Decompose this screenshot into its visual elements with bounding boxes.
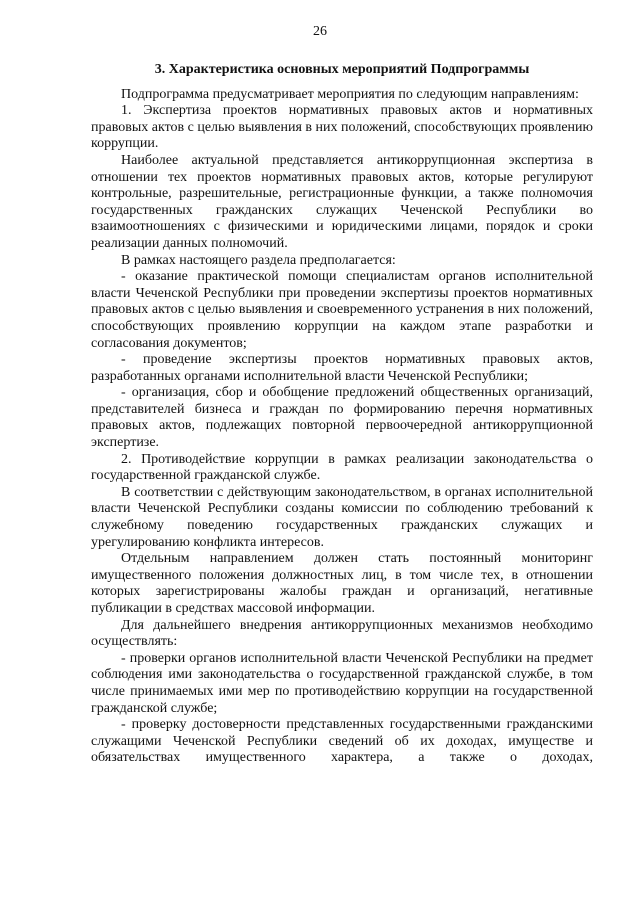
page-number: 26 [313,24,327,39]
paragraph: 2. Противодействие коррупции в рамках реализации законодательства о государственной гражданской службе. [91,451,593,484]
paragraph: В рамках настоящего раздела предполагается: [121,252,396,268]
page-content [91,62,593,767]
paragraph: Для дальнейшего внедрения антикоррупционных механизмов необходимо осуществлять: [91,617,593,650]
paragraph: 1. Экспертиза проектов нормативных правовых актов и нормативных правовых актов с целью выявления в них положений, способствующих проявлению коррупции. [91,103,593,152]
paragraph: В соответствии с действующим законодательством, в органах исполнительной власти Чеченской Республики созданы комиссии по соблюдению требований к служебному поведению государственных гражданских служащих и урегулированию конфликта интересов. [91,484,593,550]
paragraph: Отдельным направлением должен стать постоянный мониторинг имущественного положения должностных лиц, в том числе тех, в отношении которых зарегистрированы жалобы граждан и организаций, негативные публикации в средствах массовой информации. [91,551,593,616]
section-heading: 3. Характеристика основных мероприятий Подпрограммы [154,62,530,77]
list-item: - проведение экспертизы проектов нормативных правовых актов, разработанных органами исполнительной власти Чеченской Республики; [91,352,593,384]
list-item: - оказание практической помощи специалистам органов исполнительной власти Чеченской Республики при проведении экспертизы проектов нормативных правовых актов с целью выявления и своевременного устранения в них положений, способствующих проявлению коррупции на каждом этапе разработки и согласования документов; [91,269,593,351]
paragraph: Подпрограмма предусматривает мероприятия по следующим направлениям: [121,86,579,102]
list-item: - проверки органов исполнительной власти Чеченской Республики на предмет соблюдения ими законодательства о государственной гражданской службе, в том числе принимаемых ими мер по противодействию коррупции на государственной гражданской службе; [91,650,593,716]
list-item: - проверку достоверности представленных государственными гражданскими служащими Чеченской Республики сведений об их доходах, имуществе и обязательствах имущественного характера, а также о доходах, [91,717,593,766]
paragraph: Наиболее актуальной представляется антикоррупционная экспертиза в отношении тех проектов нормативных правовых актов, которые регулируют контрольные, разрешительные, регистрационные функции, а также полномочия государственных гражданских служащих Чеченской Республики во взаимоотношениях с физическими и юридическими лицами, порядок и сроки реализации данных полномочий. [91,152,593,251]
list-item: - организация, сбор и обобщение предложений общественных организаций, представителей бизнеса и граждан по формированию перечня нормативных правовых актов, подлежащих повторной первоочередной антикоррупционной экспертизе. [91,385,593,451]
